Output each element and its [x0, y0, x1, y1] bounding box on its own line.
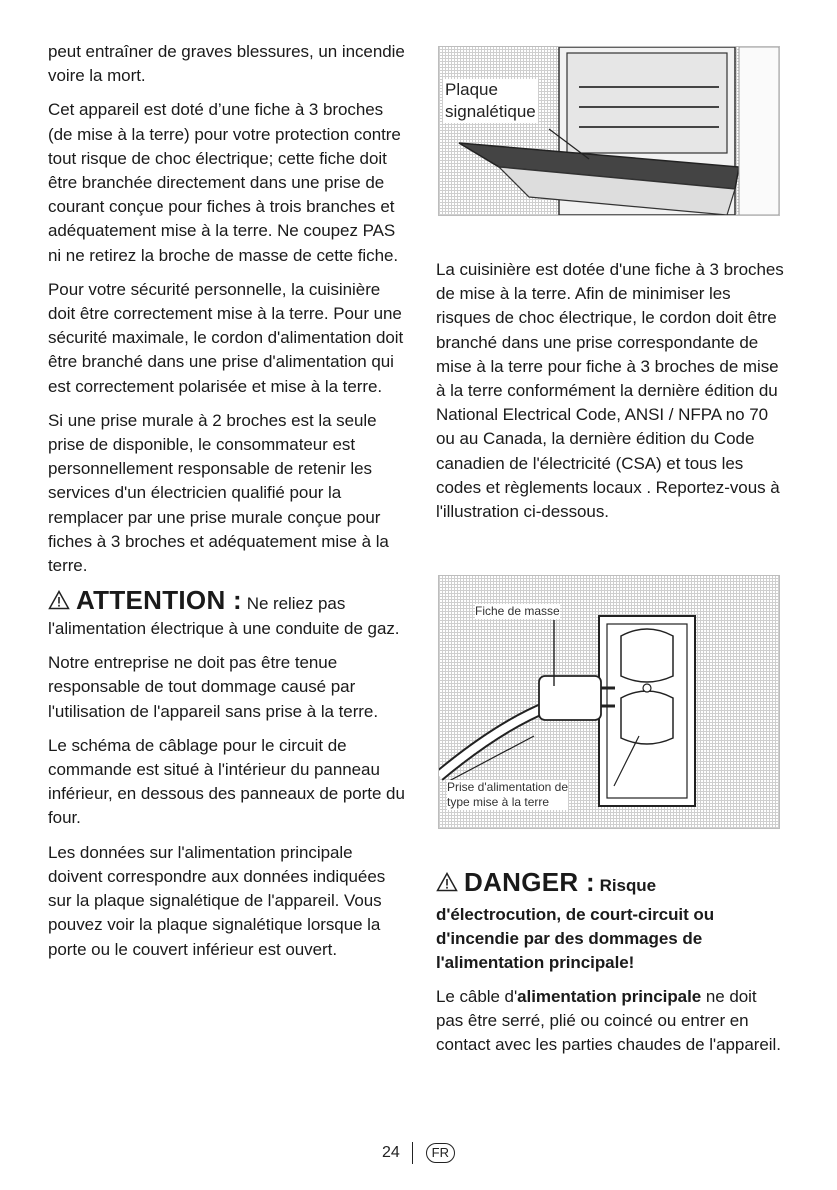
- language-badge: FR: [426, 1143, 455, 1163]
- paragraph: Cet appareil est doté d’une fiche à 3 broches (de mise à la terre) pour votre protection contre tout risque de choc électrique; cette fiche doit être branchée directement dans une prise de courant conçue pour fiches à trois branches et adéquatement mise à la terre. Ne coupez PAS ni ne retirez la broche de masse de cette fiche.: [48, 100, 401, 265]
- paragraph: Si une prise murale à 2 broches est la seule prise de disponible, le consommateur est personnellement responsable de retenir les services d'un électricien qualifié pour la remplacer par une prise murale conçue pour fiches à 3 broches et adéquatement mise à la terre.: [48, 410, 389, 576]
- warning-triangle-icon: [48, 590, 70, 617]
- rating-plate-label-line1: Plaque: [445, 80, 498, 99]
- paragraph: Notre entreprise ne doit pas être tenue responsable de tout dommage causé par l'utilisation de l'appareil sans prise à la terre.: [48, 653, 378, 721]
- rating-plate-label: [443, 79, 538, 123]
- danger-subtitle: d'électrocution, de court-circuit ou d'incendie par des dommages de l'alimentation principale!: [436, 905, 715, 972]
- page-footer: [0, 1142, 837, 1164]
- attention-text: Ne reliez pas l'alimentation électrique à une conduite de gaz.: [48, 594, 400, 639]
- paragraph: La cuisinière est dotée d'une fiche à 3 broches de mise à la terre. Afin de minimiser les risques de choc électrique, le cordon doit être branché dans une prise correspondante de mise à la terre pour fiche à 3 broches de mise à la terre conformément la dernière édition du National Electrical Code, ANSI / NFPA no 70 ou au Canada, la dernière édition du Code canadien de l'électricité (CSA) et tous les codes et règlements locaux . Reportez-vous à l'illustration ci-dessous.: [436, 260, 784, 522]
- oven-drawing: [439, 47, 779, 215]
- footer-separator: [412, 1142, 413, 1164]
- right-column-top: [436, 258, 788, 534]
- attention-label: ATTENTION :: [76, 585, 243, 616]
- outlet-label: [447, 780, 568, 810]
- ground-plug-label: Fiche de masse: [475, 604, 560, 618]
- paragraph: [436, 985, 788, 1058]
- paragraph: Pour votre sécurité personnelle, la cuisinière doit être correctement mise à la terre. Pour une sécurité maximale, le cordon d'alimentation doit être branché dans une prise d'alimentation qui est correctement polarisée et mise à la terre.: [48, 279, 404, 396]
- attention-notice: [48, 585, 410, 641]
- danger-notice: [436, 867, 788, 899]
- warning-triangle-icon: [436, 872, 458, 899]
- danger-label: DANGER :: [464, 867, 595, 897]
- page-number: 24: [381, 1144, 400, 1161]
- left-column: [48, 40, 410, 972]
- p2-bold: alimentation principale: [517, 987, 702, 1006]
- danger-section: [436, 830, 788, 1068]
- rating-plate-label-line2: signalétique: [445, 102, 536, 121]
- outlet-label-line2: type mise à la terre: [447, 795, 550, 809]
- outlet-label-line1: Prise d'alimentation de: [447, 780, 569, 794]
- oven-door-illustration: [438, 46, 780, 216]
- paragraph: peut entraîner de graves blessures, un incendie voire la mort.: [48, 42, 405, 86]
- danger-inline: Risque: [599, 876, 657, 895]
- paragraph: Les données sur l'alimentation principale doivent correspondre aux données indiquées sur la plaque signalétique de l'appareil. Vous pouvez voir la plaque signalétique lorsque la porte ou le couvert inférieur est ouvert.: [48, 842, 386, 959]
- paragraph: Le schéma de câblage pour le circuit de commande est situé à l'intérieur du panneau inférieur, en dessous des panneaux de porte du four.: [48, 735, 405, 828]
- grounded-outlet-illustration: [438, 575, 780, 829]
- p2-rest: ne doit pas être serré, plié ou coincé ou entrer en contact avec les parties chaudes de l'appareil.: [436, 987, 781, 1055]
- p2-prefix: Le câble d': [436, 987, 518, 1006]
